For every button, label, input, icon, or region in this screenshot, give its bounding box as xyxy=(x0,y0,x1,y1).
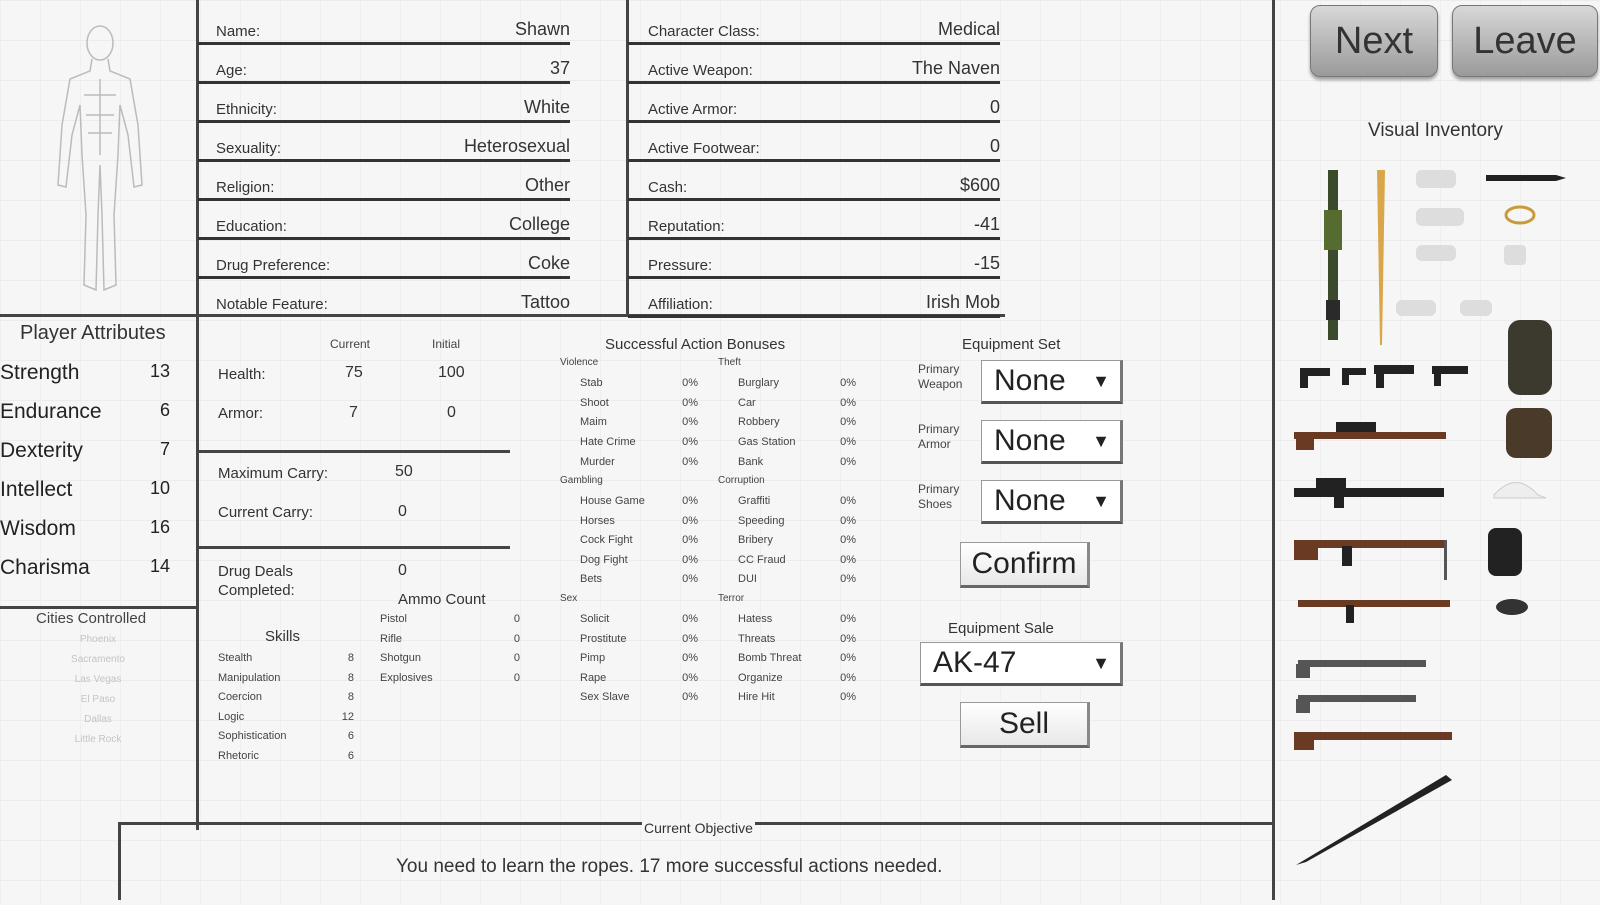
bonus-row: Robbery 0% xyxy=(738,416,856,428)
profile-field: Pressure: -15 xyxy=(628,236,1000,279)
sniper-rifle-icon[interactable] xyxy=(1294,422,1446,450)
col-current: Current xyxy=(330,337,371,351)
objective-title: Current Objective xyxy=(644,820,753,836)
bonus-row: Murder 0% xyxy=(580,456,698,468)
skill-row: Coercion 8 xyxy=(218,691,354,703)
profile-field: Character Class: Medical xyxy=(628,2,1000,45)
skill-row: Logic 12 xyxy=(218,711,354,723)
equipment-title: Equipment Set xyxy=(962,336,1061,353)
next-button[interactable]: Next xyxy=(1310,5,1438,77)
profile-field: Active Armor: 0 xyxy=(628,80,1000,123)
profile-field: Ethnicity: White xyxy=(198,80,570,123)
profile-field: Age: 37 xyxy=(198,41,570,84)
bonus-row: Horses 0% xyxy=(580,515,698,527)
ammo-row: Shotgun 0 xyxy=(380,652,520,664)
cap-icon[interactable] xyxy=(1494,483,1546,499)
dropdown-arrow-icon: ▼ xyxy=(1092,430,1110,451)
inventory-grid xyxy=(1276,150,1600,900)
dropdown-arrow-icon: ▼ xyxy=(1092,370,1110,391)
profile-field: Religion: Other xyxy=(198,158,570,201)
attribute-row: Dexterity 7 xyxy=(0,439,170,462)
objective-text: You need to learn the ropes. 17 more successful actions needed. xyxy=(396,856,943,877)
city-item: Sacramento xyxy=(71,654,125,665)
attributes-title: Player Attributes xyxy=(20,322,166,344)
bonus-row: Bets 0% xyxy=(580,573,698,585)
ammo-title: Ammo Count xyxy=(398,591,486,608)
bonuses-title: Successful Action Bonuses xyxy=(605,336,786,353)
bonus-group-title: Violence xyxy=(560,357,599,368)
inventory-title: Visual Inventory xyxy=(1368,120,1503,141)
equipment-sale-select[interactable]: AK-47 ▼ xyxy=(920,642,1123,686)
health-initial: 100 xyxy=(438,364,465,381)
primary-shoes-select[interactable]: None ▼ xyxy=(981,480,1123,524)
armor-current: 7 xyxy=(349,404,358,421)
bonus-row: Hatess 0% xyxy=(738,613,856,625)
baseball-bat-icon[interactable] xyxy=(1377,170,1385,345)
bonus-row: Burglary 0% xyxy=(738,377,856,389)
bonus-group-title: Sex xyxy=(560,593,578,604)
bonus-row: Stab 0% xyxy=(580,377,698,389)
bonus-row: Maim 0% xyxy=(580,416,698,428)
bonus-row: Solicit 0% xyxy=(580,613,698,625)
profile-field: Drug Preference: Coke xyxy=(198,236,570,279)
skills-title: Skills xyxy=(265,628,301,645)
knife-icon[interactable] xyxy=(1486,175,1566,181)
bonus-row: Speeding 0% xyxy=(738,515,856,527)
max-carry-label: Maximum Carry: xyxy=(218,465,329,482)
pistol-icon[interactable] xyxy=(1300,365,1468,388)
health-current: 75 xyxy=(345,364,363,381)
primary-shoes-label: Primary Shoes xyxy=(918,482,960,511)
bonus-row: Sex Slave 0% xyxy=(580,691,698,703)
profile-field: Affiliation: Irish Mob xyxy=(628,275,1000,318)
bonus-row: Pimp 0% xyxy=(580,652,698,664)
body-figure-icon xyxy=(40,15,160,305)
rpg-launcher-icon[interactable] xyxy=(1324,170,1342,340)
skill-row: Stealth 8 xyxy=(218,652,354,664)
attribute-row: Strength 13 xyxy=(0,361,170,384)
profile-field: Sexuality: Heterosexual xyxy=(198,119,570,162)
attribute-row: Intellect 10 xyxy=(0,478,170,501)
ammo-row: Rifle 0 xyxy=(380,633,520,645)
profile-field: Active Weapon: The Naven xyxy=(628,41,1000,84)
cities-title: Cities Controlled xyxy=(36,610,147,627)
armor-label: Armor: xyxy=(218,405,263,422)
bonus-row: CC Fraud 0% xyxy=(738,554,856,566)
col-initial: Initial xyxy=(432,337,461,351)
profile-field: Reputation: -41 xyxy=(628,197,1000,240)
equipment-sale-title: Equipment Sale xyxy=(948,620,1054,637)
bonus-group-title: Gambling xyxy=(560,475,603,486)
confirm-button[interactable]: Confirm xyxy=(960,542,1090,588)
ammo-row: Pistol 0 xyxy=(380,613,520,625)
city-item: Dallas xyxy=(84,714,112,725)
profile-field: Cash: $600 xyxy=(628,158,1000,201)
dropdown-arrow-icon: ▼ xyxy=(1092,490,1110,511)
profile-field: Notable Feature: Tattoo xyxy=(216,292,570,313)
body-armor-icon[interactable] xyxy=(1508,320,1552,395)
skill-row: Sophistication 6 xyxy=(218,730,354,742)
gloves-icon[interactable] xyxy=(1496,599,1528,615)
brass-knuckles-icon[interactable] xyxy=(1506,207,1534,223)
city-item: Phoenix xyxy=(79,634,117,645)
ak47-icon[interactable] xyxy=(1294,540,1447,580)
rifle-icon[interactable] xyxy=(1298,600,1450,623)
drug-deals-value: 0 xyxy=(398,562,407,579)
machete-icon[interactable] xyxy=(1296,775,1452,865)
bonus-row: Bank 0% xyxy=(738,456,856,468)
bonus-row: Hate Crime 0% xyxy=(580,436,698,448)
cur-carry-value: 0 xyxy=(398,503,407,520)
bonus-row: Prostitute 0% xyxy=(580,633,698,645)
bonus-row: Hire Hit 0% xyxy=(738,691,856,703)
primary-weapon-label: Primary Weapon xyxy=(918,362,963,391)
ammo-row: Explosives 0 xyxy=(380,672,520,684)
leave-button[interactable]: Leave xyxy=(1452,5,1598,77)
primary-weapon-select[interactable]: None ▼ xyxy=(981,360,1123,404)
profile-field: Name: Shawn xyxy=(198,2,570,45)
bonus-group-title: Terror xyxy=(718,593,745,604)
bonus-row: DUI 0% xyxy=(738,573,856,585)
bonus-row: Threats 0% xyxy=(738,633,856,645)
dropdown-arrow-icon: ▼ xyxy=(1092,652,1110,673)
bonus-row: Cock Fight 0% xyxy=(580,534,698,546)
sell-button[interactable]: Sell xyxy=(960,702,1090,748)
max-carry-value: 50 xyxy=(395,463,413,480)
armor-initial: 0 xyxy=(447,404,456,421)
skill-row: Rhetoric 6 xyxy=(218,750,354,762)
assault-rifle-icon[interactable] xyxy=(1294,478,1444,508)
backpack-icon[interactable] xyxy=(1506,408,1552,458)
city-item: Las Vegas xyxy=(74,674,122,685)
profile-field: Education: College xyxy=(198,197,570,240)
cur-carry-label: Current Carry: xyxy=(218,504,314,521)
city-item: Little Rock xyxy=(74,734,122,745)
health-label: Health: xyxy=(218,366,266,383)
bonus-row: Shoot 0% xyxy=(580,397,698,409)
shotgun-icon[interactable] xyxy=(1294,660,1452,750)
bonus-row: Graffiti 0% xyxy=(738,495,856,507)
bonus-row: Bribery 0% xyxy=(738,534,856,546)
bonus-row: House Game 0% xyxy=(580,495,698,507)
bonus-row: Gas Station 0% xyxy=(738,436,856,448)
city-item: El Paso xyxy=(80,694,116,705)
cities-list xyxy=(0,630,196,750)
primary-armor-label: Primary Armor xyxy=(918,422,960,451)
skill-row: Manipulation 8 xyxy=(218,672,354,684)
bonus-group-title: Corruption xyxy=(718,475,765,486)
vest-icon[interactable] xyxy=(1488,528,1522,576)
attribute-row: Charisma 14 xyxy=(0,556,170,579)
drug-deals-label: Drug Deals Completed: xyxy=(218,563,295,599)
bonus-row: Bomb Threat 0% xyxy=(738,652,856,664)
attribute-row: Wisdom 16 xyxy=(0,517,170,540)
attribute-row: Endurance 6 xyxy=(0,400,170,423)
primary-armor-select[interactable]: None ▼ xyxy=(981,420,1123,464)
bonus-row: Car 0% xyxy=(738,397,856,409)
bonus-row: Organize 0% xyxy=(738,672,856,684)
profile-field: Active Footwear: 0 xyxy=(628,119,1000,162)
bonus-row: Rape 0% xyxy=(580,672,698,684)
bonus-group-title: Theft xyxy=(718,357,741,368)
bonus-row: Dog Fight 0% xyxy=(580,554,698,566)
